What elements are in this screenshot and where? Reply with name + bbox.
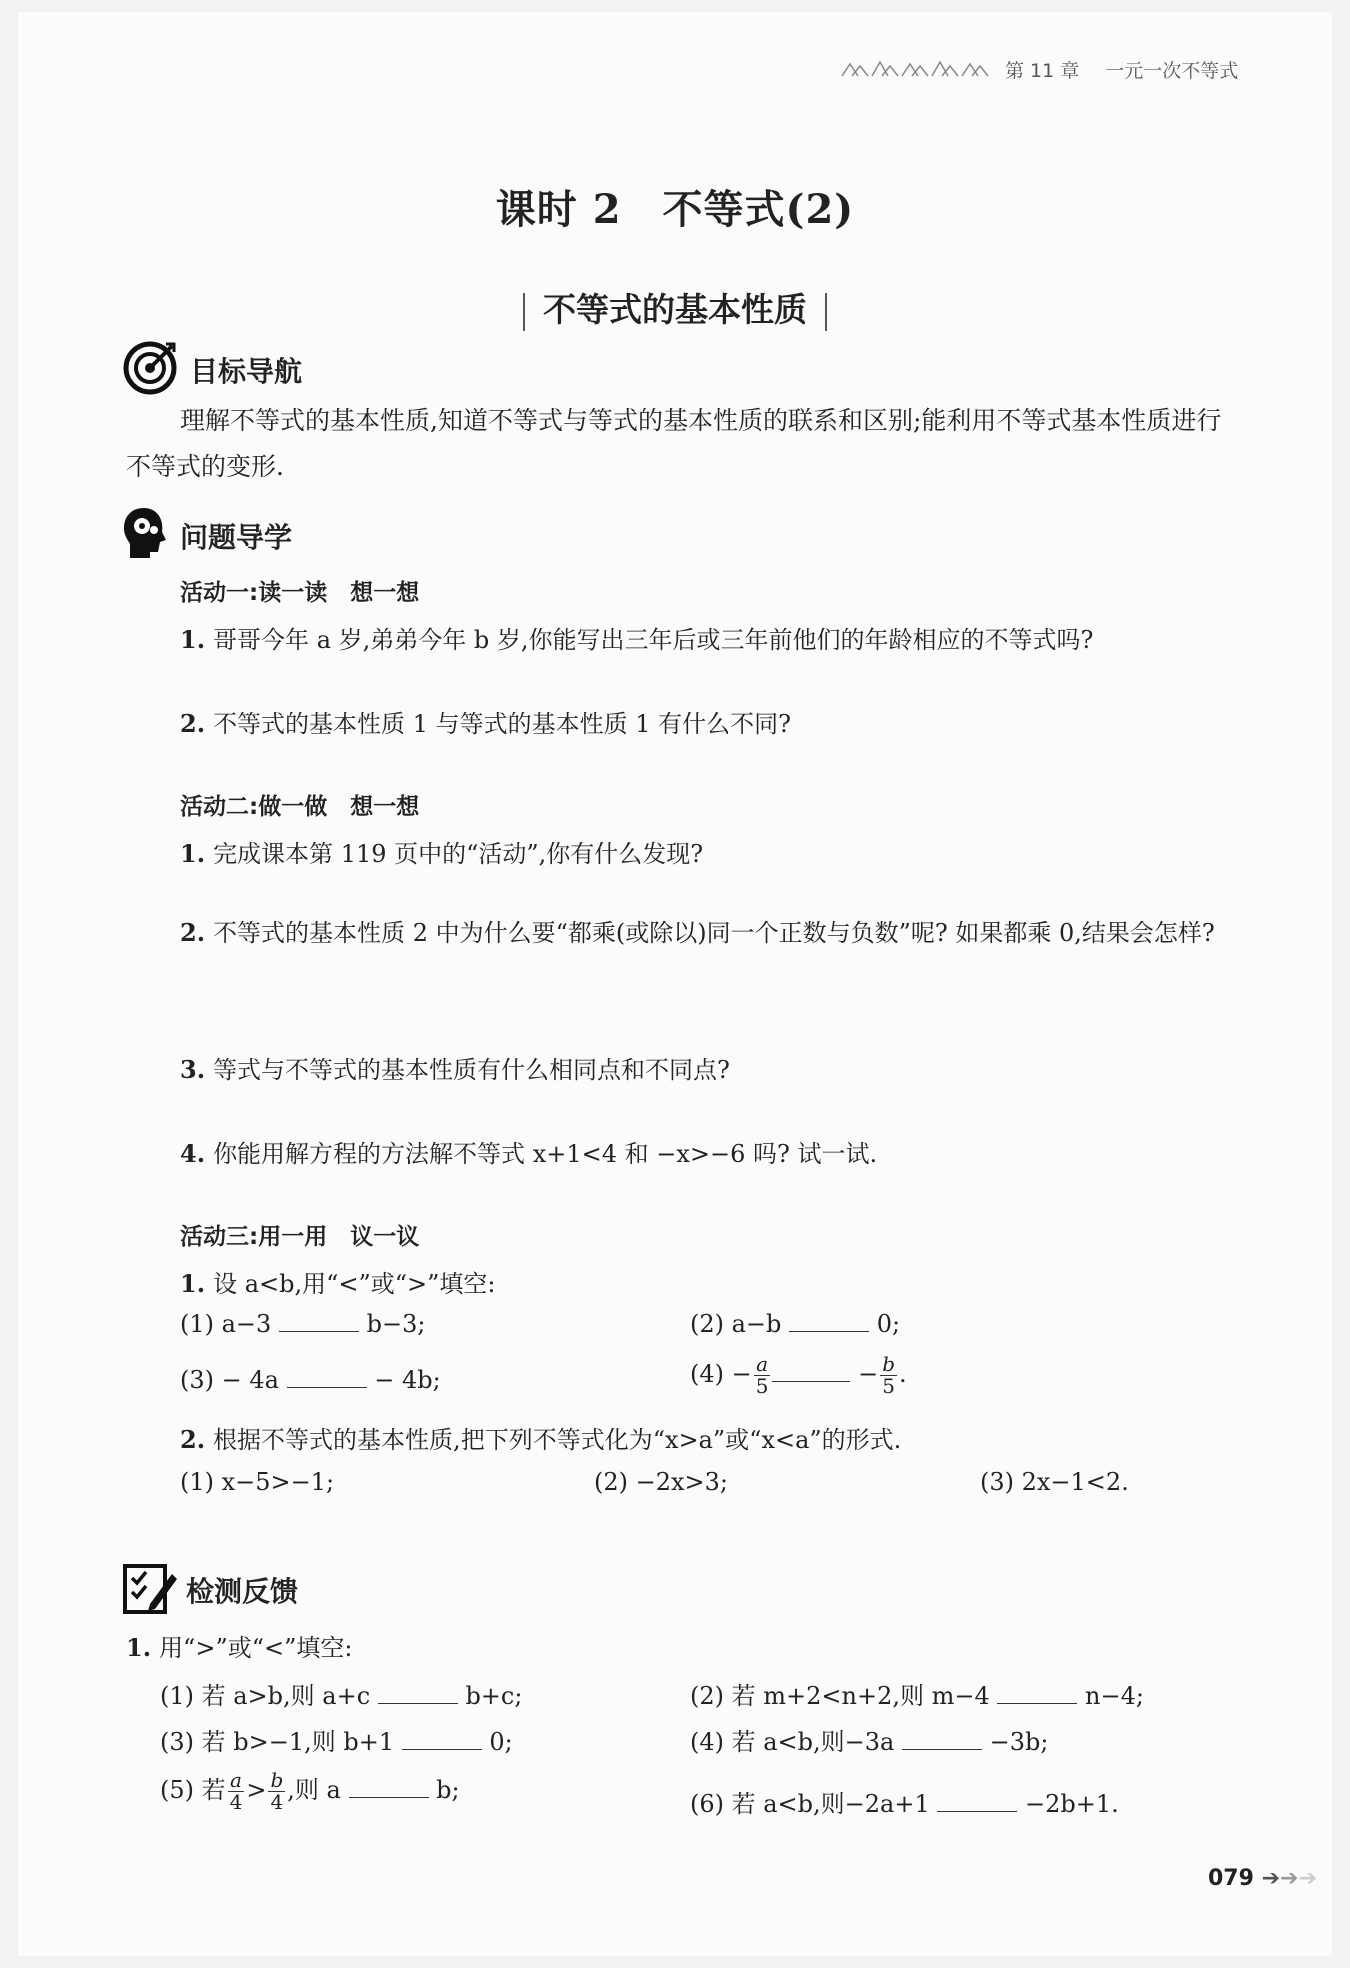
activity2-title: 活动二:做一做 想一想: [180, 794, 420, 820]
feedback-heading: 检测反馈: [186, 1575, 299, 1608]
item-text: − 4b;: [374, 1366, 441, 1394]
question-text: 你能用解方程的方法解不等式 x+1<4 和 −x>−6 吗? 试一试.: [213, 1140, 878, 1168]
item-text: −2b+1.: [1025, 1790, 1119, 1818]
activity3-item2: [690, 1310, 900, 1338]
feedback-item2: [690, 1676, 1144, 1711]
item-text: (1) 若 a>b,则 a+c: [160, 1682, 371, 1710]
activity3-q2: [180, 1420, 901, 1455]
question-number: 4.: [180, 1139, 206, 1168]
activity2-q3: [180, 1050, 730, 1085]
answer-blank[interactable]: [279, 1331, 359, 1332]
chapter-title: 一元一次不等式: [1105, 60, 1239, 82]
item-text: b+c;: [465, 1682, 523, 1710]
feedback-item4: [690, 1722, 1048, 1757]
mountain-decoration-icon: [840, 58, 990, 78]
item-text: n−4;: [1085, 1682, 1144, 1710]
section-subtitle: [0, 284, 1350, 331]
divider: [523, 293, 525, 331]
answer-blank[interactable]: [402, 1749, 482, 1750]
answer-blank[interactable]: [378, 1703, 458, 1704]
item-text: >: [246, 1776, 267, 1804]
activity3-item3: [180, 1366, 441, 1394]
question-number: 2.: [180, 1425, 206, 1454]
feedback-item6: [690, 1784, 1119, 1819]
item-text: (3) 若 b>−1,则 b+1: [160, 1728, 395, 1756]
question-number: 1.: [180, 839, 206, 868]
fraction: $\frac{b}{5}$: [882, 1352, 896, 1398]
answer-blank[interactable]: [287, 1387, 367, 1388]
activity1-title: 活动一:读一读 想一想: [180, 580, 420, 606]
arrow-icon: ➔: [1298, 1866, 1317, 1891]
question-text: 根据不等式的基本性质,把下列不等式化为“x>a”或“x<a”的形式.: [213, 1426, 902, 1454]
question-number: 1.: [180, 1269, 206, 1298]
question-text: 等式与不等式的基本性质有什么相同点和不同点?: [213, 1056, 730, 1084]
activity2-q1: [180, 834, 703, 869]
activity2-q2: [126, 910, 1246, 956]
activity3-item1: [180, 1310, 425, 1338]
chapter-header: [1005, 56, 1264, 83]
question-number: 3.: [180, 1055, 206, 1084]
item-text: .: [899, 1360, 907, 1388]
fraction: $\frac{a}{4}$: [229, 1768, 243, 1814]
answer-blank[interactable]: [902, 1749, 982, 1750]
item-text: b;: [436, 1776, 460, 1804]
item-text: (4) −: [690, 1360, 752, 1388]
question-text: 哥哥今年 a 岁,弟弟今年 b 岁,你能写出三年后或三年前他们的年龄相应的不等式吗?: [213, 626, 1094, 654]
question-text: 不等式的基本性质 1 与等式的基本性质 1 有什么不同?: [213, 710, 791, 738]
activity3-r2: (2) −2x>3;: [594, 1468, 729, 1496]
activity2-q4: [180, 1134, 877, 1169]
item-text: (2) 若 m+2<n+2,则 m−4: [690, 1682, 990, 1710]
arrow-icon: ➔: [1280, 1866, 1299, 1891]
subtitle-text: 不等式的基本性质: [543, 290, 807, 329]
study-heading: 问题导学: [180, 521, 293, 554]
item-text: (2) a−b: [690, 1310, 782, 1338]
feedback-item3: [160, 1722, 513, 1757]
item-text: 0;: [876, 1310, 901, 1338]
question-number: 2.: [180, 709, 206, 738]
target-icon: [122, 340, 178, 396]
lesson-title: 课时 2 不等式(2): [495, 186, 855, 233]
activity1-q1: [180, 620, 1093, 655]
answer-blank[interactable]: [349, 1797, 429, 1798]
answer-blank[interactable]: [772, 1381, 850, 1382]
activity3-r3: (3) 2x−1<2.: [980, 1468, 1129, 1496]
item-text: (1) a−3: [180, 1310, 272, 1338]
question-number: 1.: [126, 1633, 152, 1662]
feedback-q1: [126, 1628, 352, 1663]
item-text: b−3;: [366, 1310, 426, 1338]
fraction: $\frac{b}{4}$: [270, 1768, 284, 1814]
activity3-title: 活动三:用一用 议一议: [180, 1224, 420, 1250]
item-text: (6) 若 a<b,则−2a+1: [690, 1790, 930, 1818]
item-text: −3b;: [989, 1728, 1049, 1756]
page-number-text: 079: [1208, 1866, 1254, 1891]
feedback-item1: [160, 1676, 522, 1711]
fraction: $\frac{a}{5}$: [755, 1352, 769, 1398]
item-text: −: [858, 1360, 879, 1388]
feedback-item5: [160, 1770, 460, 1813]
divider: [825, 293, 827, 331]
item-text: (5) 若: [160, 1776, 226, 1804]
answer-blank[interactable]: [789, 1331, 869, 1332]
activity3-item4: [690, 1354, 907, 1397]
head-gear-icon: [122, 506, 168, 560]
question-number: 2.: [180, 918, 206, 947]
item-text: (4) 若 a<b,则−3a: [690, 1728, 895, 1756]
goal-heading: 目标导航: [190, 355, 303, 388]
question-text: 设 a<b,用“<”或“>”填空:: [213, 1270, 496, 1298]
item-text: 0;: [489, 1728, 513, 1756]
answer-blank[interactable]: [997, 1703, 1077, 1704]
chapter-number: 第 11 章: [1005, 60, 1080, 82]
page-number: [1208, 1866, 1317, 1891]
item-text: ,则 a: [287, 1776, 341, 1804]
arrow-icon: ➔: [1261, 1866, 1281, 1891]
activity3-r1: (1) x−5>−1;: [180, 1468, 335, 1496]
checklist-pen-icon: [122, 1560, 178, 1616]
activity3-q1: [180, 1264, 495, 1299]
question-text: 完成课本第 119 页中的“活动”,你有什么发现?: [213, 840, 704, 868]
item-text: (3) − 4a: [180, 1366, 279, 1394]
activity1-q2: [180, 704, 791, 739]
question-text: 不等式的基本性质 2 中为什么要“都乘(或除以)同一个正数与负数”呢? 如果都乘 0,结果会怎样?: [213, 919, 1215, 947]
answer-blank[interactable]: [937, 1811, 1017, 1812]
question-number: 1.: [180, 625, 206, 654]
question-text: 用“>”或“<”填空:: [159, 1634, 353, 1662]
goal-text: 理解不等式的基本性质,知道不等式与等式的基本性质的联系和区别;能利用不等式基本性质进行不等式的变形.: [126, 406, 1222, 481]
